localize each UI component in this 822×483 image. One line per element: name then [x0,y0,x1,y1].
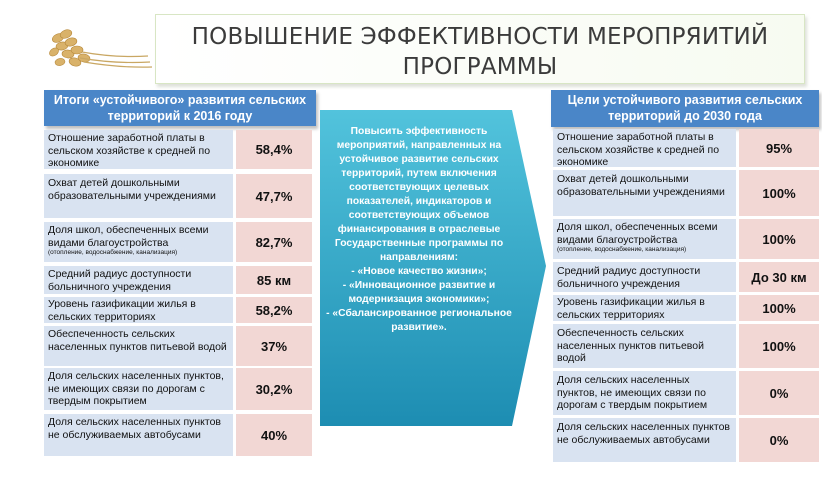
right-row-label: Обеспеченность сельских населенных пунктов питьевой водой [553,324,736,368]
left-row-label: Средний радиус доступности больничного учреждения [44,266,233,294]
right-row [553,262,819,292]
left-row-value: 40% [236,414,312,456]
right-row [553,129,819,167]
left-row-label: Уровень газификации жилья в сельских территориях [44,297,233,323]
right-row-label-wrap [553,219,736,259]
right-row-label: Отношение заработной платы в сельском хозяйстве к средней по экономике [553,129,736,167]
arrow-item: - «Инновационное развитие и модернизация экономики»; [342,280,496,305]
page-title [155,22,805,82]
left-row-value: 37% [236,326,312,366]
right-row-note: (отопление, водоснабжение, канализация) [557,246,687,253]
right-row-label: Доля сельских населенных пунктов, не имеющих связи по дорогам с твердым покрытием [553,371,736,415]
right-row [553,418,819,462]
left-row [44,414,312,456]
left-row-label: Доля школ, обеспеченных всеми видами благоустройства [48,224,209,249]
left-header-line-1: Итоги «устойчивого» развития сельских [53,93,307,107]
right-row [553,371,819,415]
right-header-line-2: территорий до 2030 года [608,109,762,123]
right-row-label: Доля сельских населенных пунктов не обслуживаемых автобусами [553,418,736,462]
right-row-value: 95% [739,129,819,167]
left-row-value: 30,2% [236,368,312,410]
left-row-label: Охват детей дошкольными образовательными учреждениями [44,174,233,218]
left-row [44,174,312,218]
left-row-label: Отношение заработной платы в сельском хозяйстве к средней по экономике [44,130,233,169]
left-row [44,368,312,410]
right-row-label: Средний радиус доступности больничного учреждения [553,262,736,292]
right-row-value: До 30 км [739,262,819,292]
right-row-value: 100% [739,170,819,216]
right-row [553,219,819,259]
right-row-value: 100% [739,295,819,321]
right-row [553,170,819,216]
left-row-value: 58,2% [236,297,312,323]
right-row-value: 0% [739,418,819,462]
right-row-label: Доля школ, обеспеченных всеми видами благоустройства [557,221,718,246]
left-row-value: 47,7% [236,174,312,218]
left-row-label: Доля сельских населенных пунктов, не имеющих связи по дорогам с твердым покрытием [44,368,233,410]
left-panel-header [44,90,316,126]
title-line-1: ПОВЫШЕНИЕ ЭФФЕКТИВНОСТИ МЕРОПРЯИТИЙ [191,24,769,50]
right-row [553,295,819,321]
left-row-label: Доля сельских населенных пунктов не обслуживаемых автобусами [44,414,233,456]
right-row [553,324,819,368]
right-row-value: 100% [739,219,819,259]
title-line-2: ПРОГРАММЫ [402,54,558,80]
arrow-item: - «Новое качество жизни»; [351,266,487,277]
right-row-value: 0% [739,371,819,415]
right-panel-header [551,90,819,127]
arrow-intro: Повысить эффективность мероприятий, направленных на устойчивое развитие сельских территорий, путем включения соответствующих целевых показателей, индикаторов и соответствующих объемов финансирования в отраслевые Государственные программы по направлениям: [334,126,504,263]
left-row [44,266,312,294]
wheat-icon [40,22,160,80]
left-row-value: 82,7% [236,222,312,262]
arrow-item: - «Сбалансированное региональное развитие». [326,308,512,333]
right-row-label: Уровень газификации жилья в сельских территориях [553,295,736,321]
left-row-value: 58,4% [236,130,312,169]
left-row-label: Обеспеченность сельских населенных пунктов питьевой водой [44,326,233,366]
left-row [44,130,312,169]
right-row-label: Охват детей дошкольными образовательными учреждениями [553,170,736,216]
right-header-line-1: Цели устойчивого развития сельских [567,93,803,107]
left-header-line-2: территорий к 2016 году [107,109,253,123]
left-row-label-wrap [44,222,233,262]
left-row [44,222,312,262]
left-row-value: 85 км [236,266,312,294]
left-row-note: (отопление, водоснабжение, канализация) [48,249,178,256]
arrow-text [326,125,512,335]
right-row-value: 100% [739,324,819,368]
left-row [44,297,312,323]
left-row [44,326,312,366]
